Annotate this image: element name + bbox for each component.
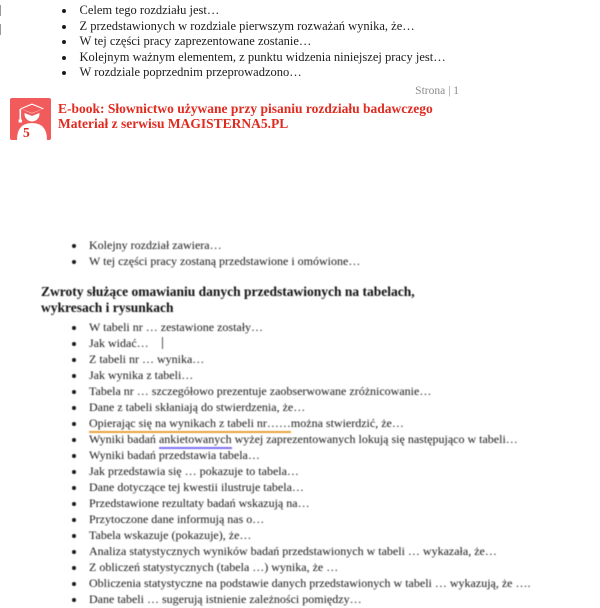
page1-bullet-item: • W rozdziale poprzednim przeprowadzono… <box>62 65 570 81</box>
page2-bullet-item: • Analiza statystycznych wyników badań przedstawionych w tabeli … wykazała, że… <box>72 543 542 559</box>
text-cursor <box>162 337 163 349</box>
page2-bullet-item: • Jak wynika z tabeli… <box>72 367 542 383</box>
page2-bullet-item: • Opierając się na wynikach z tabeli nr……można stwierdzić, że… <box>72 415 542 431</box>
page-number: Strona | 1 <box>415 84 459 97</box>
page1-content[interactable] <box>0 0 600 97</box>
page1-bullet-item: • Celem tego rozdziału jest… <box>62 3 570 19</box>
page2-bullet-item: • Tabela nr … szczegółowo prezentuje zaobserwowane zróżnicowanie… <box>72 383 542 399</box>
page2-bullet-item: • Jak przedstawia się … pokazuje to tabela… <box>72 463 542 479</box>
page2-content[interactable] <box>0 237 600 607</box>
page2-bullet-item: • Z tabeli nr … wynika… <box>72 351 542 367</box>
page2-bullet-item: • Obliczenia statystyczne na podstawie danych przedstawionych w tabeli … wykazują, że …. <box>72 575 542 591</box>
section-heading: Zwroty służące omawianiu danych przedstawionych na tabelach, wykresach i rysunkach <box>41 283 415 315</box>
ebook-title-line2: Materiał z serwisu MAGISTERNA5.PL <box>58 116 289 132</box>
page2-intro-list <box>0 237 600 269</box>
page2-bullet-item: • Wyniki badań ankietowanych wyżej zaprezentowanych lokują się następująco w tabeli… <box>72 431 542 447</box>
underlined-text: ankietowanych <box>159 432 232 449</box>
page2-bullet-item: • Jak widać… <box>72 335 542 351</box>
page1-bullet-list <box>0 0 600 81</box>
screen-edge-artifact <box>0 3 2 47</box>
underlined-text: Opierając się na wynikach z tabeli nr…… <box>89 416 291 433</box>
page2-bullet-item: • Tabela wskazuje (pokazuje), że… <box>72 527 542 543</box>
logo-number: 5 <box>23 124 30 140</box>
page2-bullet-item: • Dane tabeli … sugerują istnienie zależności pomiędzy… <box>72 591 542 607</box>
page2-bullet-item: • Dane dotyczące tej kwestii ilustruje tabela… <box>72 479 542 495</box>
page2-bullet-item: • W tabeli nr … zestawione zostały… <box>72 319 542 335</box>
page1-bullet-item: • W tej części pracy zaprezentowane zostanie… <box>62 34 570 50</box>
page2-intro-item: • Kolejny rozdział zawiera… <box>72 237 560 253</box>
page1-bullet-item: • Z przedstawionych w rozdziale pierwszym rozważań wynika, że… <box>62 19 570 35</box>
page2-bullet-item: • Wyniki badań przedstawia tabela… <box>72 447 542 463</box>
ebook-title <box>58 98 433 132</box>
page2-bullet-item: • Dane z tabeli skłaniają do stwierdzenia, że… <box>72 399 542 415</box>
magisterna5-logo-icon <box>10 98 51 140</box>
page2-intro-item: • W tej części pracy zostaną przedstawione i omówione… <box>72 253 560 269</box>
page2-bullet-list <box>0 319 600 607</box>
ebook-title-line1: E-book: Słownictwo używane przy pisaniu rozdziału badawczego <box>58 100 433 116</box>
page2-bullet-item: • Przytoczone dane informują nas o… <box>72 511 542 527</box>
ebook-header <box>0 98 600 140</box>
page2-bullet-item: • Przedstawione rezultaty badań wskazują na… <box>72 495 542 511</box>
page2-bullet-item: • Z obliczeń statystycznych (tabela …) wynika, że … <box>72 559 542 575</box>
page1-bullet-item: • Kolejnym ważnym elementem, z punktu widzenia niniejszej pracy jest… <box>62 50 570 66</box>
